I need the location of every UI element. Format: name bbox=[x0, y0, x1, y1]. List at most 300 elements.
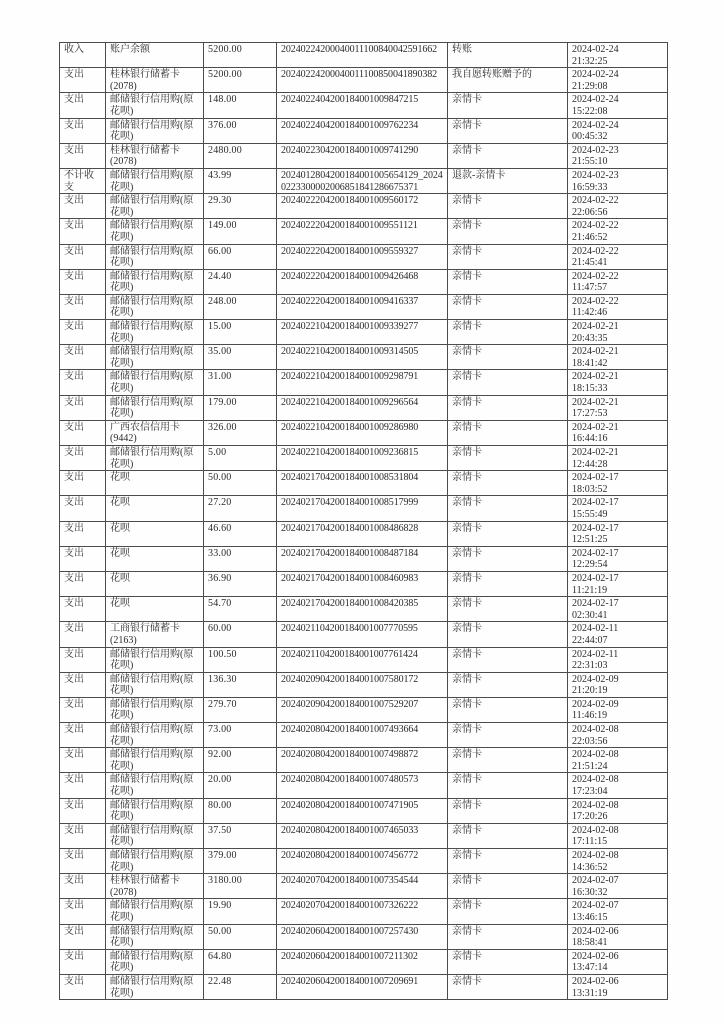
txn-type-cell: 支出 bbox=[60, 446, 106, 471]
txn-type-cell: 支出 bbox=[60, 219, 106, 244]
txn-time: 11:47:57 bbox=[572, 282, 608, 294]
txn-description-cell: 亲情卡 bbox=[448, 471, 568, 496]
txn-type-cell: 支出 bbox=[60, 798, 106, 823]
transaction-row bbox=[60, 571, 668, 596]
txn-id-cell: 2024020804200184001007471905 bbox=[277, 798, 448, 823]
txn-id-cell: 2024022304200184001009741290 bbox=[277, 143, 448, 168]
transaction-row bbox=[60, 949, 668, 974]
txn-account-cell: 邮储银行信用购(原花呗) bbox=[106, 395, 204, 420]
txn-amount-cell: 24.40 bbox=[204, 269, 277, 294]
transaction-row bbox=[60, 773, 668, 798]
txn-type-cell: 支出 bbox=[60, 194, 106, 219]
txn-type-cell: 支出 bbox=[60, 471, 106, 496]
txn-amount-cell: 33.00 bbox=[204, 546, 277, 571]
txn-datetime-cell bbox=[568, 219, 668, 244]
txn-type-cell: 收入 bbox=[60, 43, 106, 68]
txn-amount-cell: 20.00 bbox=[204, 773, 277, 798]
txn-amount-cell: 46.60 bbox=[204, 521, 277, 546]
txn-time: 15:55:49 bbox=[572, 508, 608, 520]
txn-type-cell: 支出 bbox=[60, 823, 106, 848]
transaction-row bbox=[60, 345, 668, 370]
txn-description-cell: 亲情卡 bbox=[448, 294, 568, 319]
txn-datetime-cell bbox=[568, 723, 668, 748]
txn-date: 2024-02-11 bbox=[572, 623, 619, 635]
txn-time: 21:55:10 bbox=[572, 156, 608, 168]
txn-time: 21:32:25 bbox=[572, 55, 608, 67]
txn-account-cell: 邮储银行信用购(原花呗) bbox=[106, 118, 204, 143]
txn-date: 2024-02-08 bbox=[572, 824, 619, 836]
transaction-row bbox=[60, 597, 668, 622]
txn-amount-cell: 60.00 bbox=[204, 622, 277, 647]
txn-date: 2024-02-07 bbox=[572, 875, 619, 887]
transaction-row bbox=[60, 874, 668, 899]
txn-account-cell: 邮储银行信用购(原花呗) bbox=[106, 974, 204, 999]
txn-account-cell: 邮储银行信用购(原花呗) bbox=[106, 219, 204, 244]
txn-type-cell: 支出 bbox=[60, 93, 106, 118]
txn-time: 16:44:16 bbox=[572, 433, 608, 445]
txn-type-cell: 支出 bbox=[60, 370, 106, 395]
transaction-row bbox=[60, 93, 668, 118]
txn-account-cell: 邮储银行信用购(原花呗) bbox=[106, 773, 204, 798]
txn-amount-cell: 36.90 bbox=[204, 571, 277, 596]
txn-description-cell: 亲情卡 bbox=[448, 93, 568, 118]
txn-type-cell: 支出 bbox=[60, 395, 106, 420]
txn-description-cell: 亲情卡 bbox=[448, 597, 568, 622]
txn-id-cell: 2024022104200184001009314505 bbox=[277, 345, 448, 370]
transaction-row bbox=[60, 395, 668, 420]
txn-date: 2024-02-06 bbox=[572, 975, 619, 987]
txn-amount-cell: 15.00 bbox=[204, 320, 277, 345]
txn-date: 2024-02-06 bbox=[572, 950, 619, 962]
txn-amount-cell: 50.00 bbox=[204, 471, 277, 496]
txn-date: 2024-02-21 bbox=[572, 447, 619, 458]
txn-account-cell: 邮储银行信用购(原花呗) bbox=[106, 244, 204, 269]
txn-type-cell: 支出 bbox=[60, 320, 106, 345]
txn-id-cell: 2024012804200184001005654129_20240223300002006851841286675371 bbox=[277, 168, 448, 193]
txn-account-cell: 花呗 bbox=[106, 546, 204, 571]
txn-date: 2024-02-06 bbox=[572, 925, 619, 937]
txn-id-cell: 2024020704200184001007326222 bbox=[277, 899, 448, 924]
txn-description-cell: 亲情卡 bbox=[448, 622, 568, 647]
txn-id-cell: 2024021704200184001008460983 bbox=[277, 571, 448, 596]
txn-datetime-cell bbox=[568, 143, 668, 168]
txn-datetime-cell bbox=[568, 43, 668, 68]
txn-id-cell: 2024020804200184001007456772 bbox=[277, 849, 448, 874]
txn-date: 2024-02-17 bbox=[572, 598, 619, 610]
txn-description-cell: 亲情卡 bbox=[448, 496, 568, 521]
transaction-row bbox=[60, 496, 668, 521]
transaction-table bbox=[59, 42, 668, 1000]
txn-datetime-cell bbox=[568, 496, 668, 521]
txn-time: 12:44:28 bbox=[572, 458, 608, 470]
txn-datetime-cell bbox=[568, 194, 668, 219]
txn-account-cell: 邮储银行信用购(原花呗) bbox=[106, 93, 204, 118]
txn-amount-cell: 43.99 bbox=[204, 168, 277, 193]
transaction-row bbox=[60, 697, 668, 722]
txn-time: 13:46:15 bbox=[572, 911, 608, 923]
txn-account-cell: 工商银行储蓄卡 (2163) bbox=[106, 622, 204, 647]
txn-time: 13:47:14 bbox=[572, 962, 608, 974]
txn-datetime-cell bbox=[568, 269, 668, 294]
txn-amount-cell: 248.00 bbox=[204, 294, 277, 319]
txn-time: 18:03:52 bbox=[572, 483, 608, 495]
txn-type-cell: 支出 bbox=[60, 622, 106, 647]
txn-type-cell: 支出 bbox=[60, 949, 106, 974]
txn-amount-cell: 179.00 bbox=[204, 395, 277, 420]
txn-account-cell: 邮储银行信用购(原花呗) bbox=[106, 672, 204, 697]
txn-datetime-cell bbox=[568, 924, 668, 949]
transaction-row bbox=[60, 924, 668, 949]
txn-id-cell: 2024021704200184001008487184 bbox=[277, 546, 448, 571]
txn-amount-cell: 279.70 bbox=[204, 697, 277, 722]
txn-time: 12:29:54 bbox=[572, 559, 608, 571]
txn-type-cell: 支出 bbox=[60, 118, 106, 143]
txn-datetime-cell bbox=[568, 672, 668, 697]
txn-date: 2024-02-23 bbox=[572, 144, 619, 156]
txn-account-cell: 邮储银行信用购(原花呗) bbox=[106, 823, 204, 848]
txn-id-cell: 2024020904200184001007580172 bbox=[277, 672, 448, 697]
txn-datetime-cell bbox=[568, 949, 668, 974]
txn-id-cell: 2024020804200184001007465033 bbox=[277, 823, 448, 848]
txn-account-cell: 桂林银行储蓄卡 (2078) bbox=[106, 874, 204, 899]
txn-description-cell: 亲情卡 bbox=[448, 571, 568, 596]
transaction-row bbox=[60, 320, 668, 345]
txn-type-cell: 支出 bbox=[60, 571, 106, 596]
txn-id-cell: 2024022104200184001009339277 bbox=[277, 320, 448, 345]
txn-amount-cell: 80.00 bbox=[204, 798, 277, 823]
transaction-row bbox=[60, 194, 668, 219]
txn-description-cell: 亲情卡 bbox=[448, 269, 568, 294]
transaction-row bbox=[60, 269, 668, 294]
txn-id-cell: 2024020804200184001007480573 bbox=[277, 773, 448, 798]
txn-id-cell: 2024022404200184001009847215 bbox=[277, 93, 448, 118]
txn-id-cell: 2024021704200184001008420385 bbox=[277, 597, 448, 622]
txn-amount-cell: 22.48 bbox=[204, 974, 277, 999]
txn-datetime-cell bbox=[568, 395, 668, 420]
txn-time: 17:23:04 bbox=[572, 786, 608, 798]
txn-id-cell: 2024022204200184001009426468 bbox=[277, 269, 448, 294]
txn-amount-cell: 73.00 bbox=[204, 723, 277, 748]
txn-type-cell: 支出 bbox=[60, 294, 106, 319]
transaction-row bbox=[60, 294, 668, 319]
transaction-row bbox=[60, 168, 668, 193]
txn-datetime-cell bbox=[568, 68, 668, 93]
txn-id-cell: 2024020704200184001007354544 bbox=[277, 874, 448, 899]
txn-time: 17:27:53 bbox=[572, 408, 608, 420]
txn-time: 17:20:26 bbox=[572, 811, 608, 823]
txn-time: 12:51:25 bbox=[572, 534, 608, 546]
txn-datetime-cell bbox=[568, 974, 668, 999]
txn-id-cell: 2024021704200184001008531804 bbox=[277, 471, 448, 496]
txn-date: 2024-02-22 bbox=[572, 220, 619, 232]
transaction-row bbox=[60, 748, 668, 773]
txn-account-cell: 邮储银行信用购(原花呗) bbox=[106, 723, 204, 748]
txn-time: 00:45:32 bbox=[572, 131, 608, 143]
txn-description-cell: 亲情卡 bbox=[448, 672, 568, 697]
transaction-row bbox=[60, 68, 668, 93]
txn-account-cell: 邮储银行信用购(原花呗) bbox=[106, 269, 204, 294]
txn-date: 2024-02-22 bbox=[572, 195, 619, 207]
txn-datetime-cell bbox=[568, 370, 668, 395]
txn-id-cell: 2024022204200184001009551121 bbox=[277, 219, 448, 244]
transaction-row bbox=[60, 370, 668, 395]
txn-datetime-cell bbox=[568, 168, 668, 193]
txn-account-cell: 邮储银行信用购(原花呗) bbox=[106, 294, 204, 319]
txn-type-cell: 支出 bbox=[60, 269, 106, 294]
txn-time: 20:43:35 bbox=[572, 332, 608, 344]
transaction-row bbox=[60, 546, 668, 571]
txn-datetime-cell bbox=[568, 118, 668, 143]
transaction-row bbox=[60, 471, 668, 496]
txn-type-cell: 不计收支 bbox=[60, 168, 106, 193]
txn-id-cell: 2024022104200184001009298791 bbox=[277, 370, 448, 395]
txn-description-cell: 转账 bbox=[448, 43, 568, 68]
txn-time: 18:58:41 bbox=[572, 937, 608, 949]
txn-date: 2024-02-21 bbox=[572, 346, 619, 358]
txn-account-cell: 广西农信信用卡 (9442) bbox=[106, 420, 204, 445]
txn-account-cell: 花呗 bbox=[106, 597, 204, 622]
txn-id-cell: 2024021104200184001007761424 bbox=[277, 647, 448, 672]
txn-id-cell: 2024022104200184001009236815 bbox=[277, 446, 448, 471]
txn-description-cell: 亲情卡 bbox=[448, 194, 568, 219]
txn-description-cell: 亲情卡 bbox=[448, 748, 568, 773]
txn-account-cell: 邮储银行信用购(原花呗) bbox=[106, 899, 204, 924]
txn-account-cell: 花呗 bbox=[106, 496, 204, 521]
txn-datetime-cell bbox=[568, 244, 668, 269]
transaction-row bbox=[60, 647, 668, 672]
transaction-row bbox=[60, 143, 668, 168]
txn-datetime-cell bbox=[568, 773, 668, 798]
txn-date: 2024-02-21 bbox=[572, 321, 619, 333]
txn-date: 2024-02-21 bbox=[572, 396, 619, 408]
transaction-row bbox=[60, 219, 668, 244]
txn-description-cell: 亲情卡 bbox=[448, 949, 568, 974]
txn-amount-cell: 148.00 bbox=[204, 93, 277, 118]
txn-date: 2024-02-22 bbox=[572, 245, 619, 257]
txn-time: 17:11:15 bbox=[572, 836, 608, 848]
txn-type-cell: 支出 bbox=[60, 647, 106, 672]
txn-type-cell: 支出 bbox=[60, 244, 106, 269]
txn-description-cell: 亲情卡 bbox=[448, 143, 568, 168]
txn-type-cell: 支出 bbox=[60, 697, 106, 722]
txn-description-cell: 亲情卡 bbox=[448, 874, 568, 899]
txn-description-cell: 亲情卡 bbox=[448, 546, 568, 571]
transaction-row bbox=[60, 849, 668, 874]
txn-datetime-cell bbox=[568, 420, 668, 445]
txn-datetime-cell bbox=[568, 748, 668, 773]
txn-amount-cell: 5.00 bbox=[204, 446, 277, 471]
txn-description-cell: 亲情卡 bbox=[448, 521, 568, 546]
txn-datetime-cell bbox=[568, 823, 668, 848]
txn-account-cell: 邮储银行信用购(原花呗) bbox=[106, 168, 204, 193]
txn-amount-cell: 149.00 bbox=[204, 219, 277, 244]
txn-date: 2024-02-17 bbox=[572, 572, 619, 584]
txn-amount-cell: 376.00 bbox=[204, 118, 277, 143]
txn-date: 2024-02-11 bbox=[572, 648, 619, 660]
txn-datetime-cell bbox=[568, 93, 668, 118]
txn-id-cell: 2024022404200184001009762234 bbox=[277, 118, 448, 143]
txn-id-cell: 2024022104200184001009286980 bbox=[277, 420, 448, 445]
txn-amount-cell: 64.80 bbox=[204, 949, 277, 974]
transaction-row bbox=[60, 899, 668, 924]
txn-amount-cell: 50.00 bbox=[204, 924, 277, 949]
txn-id-cell: 2024022204200184001009560172 bbox=[277, 194, 448, 219]
txn-account-cell: 邮储银行信用购(原花呗) bbox=[106, 647, 204, 672]
transaction-row bbox=[60, 723, 668, 748]
txn-description-cell: 亲情卡 bbox=[448, 849, 568, 874]
txn-id-cell: 2024022204200184001009416337 bbox=[277, 294, 448, 319]
txn-account-cell: 邮储银行信用购(原花呗) bbox=[106, 924, 204, 949]
txn-time: 11:21:19 bbox=[572, 584, 608, 596]
transaction-row bbox=[60, 521, 668, 546]
txn-amount-cell: 92.00 bbox=[204, 748, 277, 773]
txn-time: 02:30:41 bbox=[572, 609, 608, 621]
txn-date: 2024-02-17 bbox=[572, 497, 619, 509]
txn-time: 22:44:07 bbox=[572, 634, 608, 646]
txn-time: 21:20:19 bbox=[572, 685, 608, 697]
txn-account-cell: 桂林银行储蓄卡 (2078) bbox=[106, 143, 204, 168]
txn-date: 2024-02-24 bbox=[572, 94, 619, 106]
txn-account-cell: 邮储银行信用购(原花呗) bbox=[106, 194, 204, 219]
txn-id-cell: 20240224200040011100840042591662 bbox=[277, 43, 448, 68]
txn-time: 15:22:08 bbox=[572, 105, 608, 117]
txn-amount-cell: 136.30 bbox=[204, 672, 277, 697]
txn-type-cell: 支出 bbox=[60, 874, 106, 899]
txn-account-cell: 邮储银行信用购(原花呗) bbox=[106, 697, 204, 722]
txn-description-cell: 亲情卡 bbox=[448, 370, 568, 395]
txn-time: 22:03:56 bbox=[572, 735, 608, 747]
txn-time: 22:31:03 bbox=[572, 660, 608, 672]
txn-type-cell: 支出 bbox=[60, 143, 106, 168]
transaction-row bbox=[60, 798, 668, 823]
txn-description-cell: 亲情卡 bbox=[448, 244, 568, 269]
txn-date: 2024-02-17 bbox=[572, 472, 619, 484]
txn-description-cell: 亲情卡 bbox=[448, 446, 568, 471]
txn-time: 18:15:33 bbox=[572, 383, 608, 395]
txn-account-cell: 邮储银行信用购(原花呗) bbox=[106, 949, 204, 974]
txn-id-cell: 20240224200040011100850041890382 bbox=[277, 68, 448, 93]
txn-type-cell: 支出 bbox=[60, 597, 106, 622]
txn-amount-cell: 66.00 bbox=[204, 244, 277, 269]
txn-date: 2024-02-08 bbox=[572, 749, 619, 761]
txn-amount-cell: 5200.00 bbox=[204, 43, 277, 68]
txn-datetime-cell bbox=[568, 647, 668, 672]
txn-time: 21:46:52 bbox=[572, 231, 608, 243]
txn-id-cell: 2024022104200184001009296564 bbox=[277, 395, 448, 420]
txn-date: 2024-02-22 bbox=[572, 295, 619, 307]
txn-id-cell: 2024020604200184001007209691 bbox=[277, 974, 448, 999]
txn-date: 2024-02-08 bbox=[572, 799, 619, 811]
txn-amount-cell: 5200.00 bbox=[204, 68, 277, 93]
txn-description-cell: 亲情卡 bbox=[448, 420, 568, 445]
txn-datetime-cell bbox=[568, 899, 668, 924]
txn-datetime-cell bbox=[568, 471, 668, 496]
txn-id-cell: 2024020904200184001007529207 bbox=[277, 697, 448, 722]
txn-date: 2024-02-17 bbox=[572, 522, 619, 534]
txn-type-cell: 支出 bbox=[60, 773, 106, 798]
txn-date: 2024-02-21 bbox=[572, 421, 619, 433]
txn-id-cell: 2024020804200184001007493664 bbox=[277, 723, 448, 748]
txn-id-cell: 2024021104200184001007770595 bbox=[277, 622, 448, 647]
txn-id-cell: 2024020604200184001007257430 bbox=[277, 924, 448, 949]
txn-description-cell: 亲情卡 bbox=[448, 697, 568, 722]
txn-amount-cell: 29.30 bbox=[204, 194, 277, 219]
txn-type-cell: 支出 bbox=[60, 521, 106, 546]
txn-amount-cell: 19.90 bbox=[204, 899, 277, 924]
txn-account-cell: 花呗 bbox=[106, 471, 204, 496]
txn-description-cell: 我自愿转账赠予的 bbox=[448, 68, 568, 93]
transaction-row bbox=[60, 622, 668, 647]
txn-type-cell: 支出 bbox=[60, 849, 106, 874]
txn-account-cell: 邮储银行信用购(原花呗) bbox=[106, 748, 204, 773]
txn-datetime-cell bbox=[568, 597, 668, 622]
txn-account-cell: 账户余额 bbox=[106, 43, 204, 68]
txn-time: 16:30:32 bbox=[572, 886, 608, 898]
txn-time: 13:31:19 bbox=[572, 987, 608, 999]
txn-date: 2024-02-09 bbox=[572, 698, 619, 710]
txn-datetime-cell bbox=[568, 697, 668, 722]
txn-account-cell: 花呗 bbox=[106, 521, 204, 546]
txn-account-cell: 桂林银行储蓄卡 (2078) bbox=[106, 68, 204, 93]
txn-datetime-cell bbox=[568, 345, 668, 370]
txn-date: 2024-02-23 bbox=[572, 169, 619, 181]
txn-type-cell: 支出 bbox=[60, 723, 106, 748]
txn-account-cell: 邮储银行信用购(原花呗) bbox=[106, 345, 204, 370]
txn-id-cell: 2024022204200184001009559327 bbox=[277, 244, 448, 269]
txn-amount-cell: 326.00 bbox=[204, 420, 277, 445]
transaction-row bbox=[60, 672, 668, 697]
txn-time: 18:41:42 bbox=[572, 357, 608, 369]
txn-date: 2024-02-08 bbox=[572, 774, 619, 786]
txn-type-cell: 支出 bbox=[60, 345, 106, 370]
transaction-row bbox=[60, 43, 668, 68]
txn-type-cell: 支出 bbox=[60, 546, 106, 571]
transaction-row bbox=[60, 446, 668, 471]
txn-description-cell: 亲情卡 bbox=[448, 773, 568, 798]
txn-amount-cell: 31.00 bbox=[204, 370, 277, 395]
txn-time: 21:29:08 bbox=[572, 80, 608, 92]
txn-date: 2024-02-24 bbox=[572, 69, 619, 81]
txn-datetime-cell bbox=[568, 294, 668, 319]
txn-account-cell: 邮储银行信用购(原花呗) bbox=[106, 798, 204, 823]
txn-amount-cell: 37.50 bbox=[204, 823, 277, 848]
txn-datetime-cell bbox=[568, 521, 668, 546]
txn-description-cell: 亲情卡 bbox=[448, 899, 568, 924]
txn-type-cell: 支出 bbox=[60, 748, 106, 773]
txn-description-cell: 亲情卡 bbox=[448, 219, 568, 244]
txn-description-cell: 亲情卡 bbox=[448, 924, 568, 949]
txn-datetime-cell bbox=[568, 571, 668, 596]
txn-type-cell: 支出 bbox=[60, 496, 106, 521]
transactions-body bbox=[60, 43, 668, 1000]
txn-account-cell: 花呗 bbox=[106, 571, 204, 596]
txn-date: 2024-02-21 bbox=[572, 371, 619, 383]
txn-time: 14:36:52 bbox=[572, 861, 608, 873]
txn-id-cell: 2024020604200184001007211302 bbox=[277, 949, 448, 974]
txn-amount-cell: 379.00 bbox=[204, 849, 277, 874]
txn-account-cell: 邮储银行信用购(原花呗) bbox=[106, 849, 204, 874]
txn-time: 21:45:41 bbox=[572, 257, 608, 269]
txn-description-cell: 亲情卡 bbox=[448, 647, 568, 672]
txn-account-cell: 邮储银行信用购(原花呗) bbox=[106, 370, 204, 395]
txn-date: 2024-02-17 bbox=[572, 547, 619, 559]
txn-datetime-cell bbox=[568, 320, 668, 345]
txn-type-cell: 支出 bbox=[60, 420, 106, 445]
transaction-row bbox=[60, 974, 668, 999]
txn-time: 22:06:56 bbox=[572, 206, 608, 218]
txn-datetime-cell bbox=[568, 622, 668, 647]
txn-amount-cell: 3180.00 bbox=[204, 874, 277, 899]
